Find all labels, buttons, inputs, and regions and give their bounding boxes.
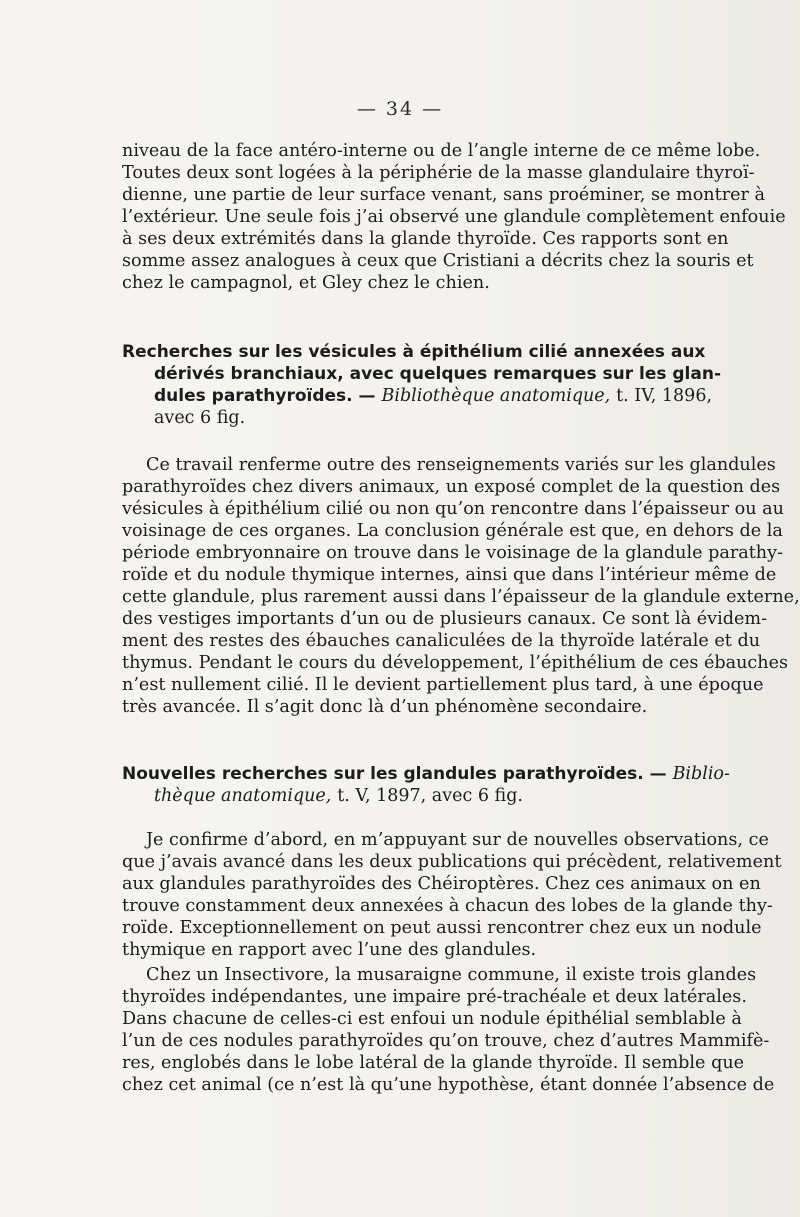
heading-line-citation — [122, 763, 730, 785]
text-line: n’est nullement cilié. Il le devient partiellement plus tard, à une époque — [122, 675, 764, 695]
page-number: — 34 — — [356, 98, 444, 120]
text-line: chez le campagnol, et Gley chez le chien. — [122, 273, 490, 293]
text-line: voisinage de ces organes. La conclusion générale est que, en dehors de la — [122, 521, 783, 541]
text-line: thymus. Pendant le cours du développement, l’épithélium de ces ébauches — [122, 653, 789, 673]
citation-details: t. V, 1897, avec 6 fig. — [337, 786, 523, 806]
text-line: ment des restes des ébauches canaliculées de la thyroïde latérale et du — [122, 631, 761, 651]
text-line: somme assez analogues à ceux que Cristiani a décrits chez la souris et — [122, 251, 754, 271]
text-line: dienne, une partie de leur surface venant, sans proéminer, se montrer à — [122, 185, 766, 205]
text-line: roïde. Exceptionnellement on peut aussi rencontrer chez eux un nodule — [122, 918, 762, 938]
text-line: chez cet animal (ce n’est là qu’une hypothèse, étant donnée l’absence de — [122, 1075, 775, 1095]
text-line: res, englobés dans le lobe latéral de la glande thyroïde. Il semble que — [122, 1053, 745, 1073]
paragraph-vesicules-summary — [122, 454, 800, 718]
heading-line-citation — [122, 785, 724, 807]
text-line: Dans chacune de celles-ci est enfoui un nodule épithélial semblable à — [122, 1009, 742, 1029]
paragraph-glandule-position — [122, 140, 786, 294]
journal-title: Biblio- — [672, 764, 730, 784]
text-line: des vestiges importants d’un ou de plusieurs canaux. Ce sont là évidem- — [122, 609, 768, 629]
heading-line-citation — [122, 385, 724, 407]
heading-bold-part: dules parathyroïdes. — — [154, 386, 376, 406]
text-line: trouve constamment deux annexées à chacun des lobes de la glande thy- — [122, 896, 773, 916]
text-line: Ce travail renferme outre des renseignements variés sur les glandules — [146, 455, 776, 475]
text-line: thymique en rapport avec l’une des glandules. — [122, 940, 537, 960]
heading-line: Recherches sur les vésicules à épithélium cilié annexées aux — [122, 342, 706, 362]
text-line: l’un de ces nodules parathyroïdes qu’on trouve, chez d’autres Mammifè- — [122, 1031, 770, 1051]
heading-line: dérivés branchiaux, avec quelques remarques sur les glan- — [154, 364, 722, 384]
citation-details: t. IV, 1896, — [616, 386, 713, 406]
text-line: thyroïdes indépendantes, une impaire pré-trachéale et deux latérales. — [122, 987, 747, 1007]
journal-title: thèque anatomique, — [154, 786, 332, 806]
text-line: niveau de la face antéro-interne ou de l’angle interne de ce même lobe. — [122, 141, 761, 161]
text-line: aux glandules parathyroïdes des Chéiroptères. Chez ces animaux on en — [122, 874, 761, 894]
heading-line: avec 6 fig. — [154, 408, 246, 428]
text-line: parathyroïdes chez divers animaux, un exposé complet de la question des — [122, 477, 781, 497]
text-line: très avancée. Il s’agit donc là d’un phénomène secondaire. — [122, 697, 648, 717]
text-line: Je confirme d’abord, en m’appuyant sur de nouvelles observations, ce — [146, 830, 769, 850]
paragraph-cheiropteres — [122, 829, 782, 961]
section-heading-vesicules — [122, 341, 724, 429]
text-line: cette glandule, plus rarement aussi dans l’épaisseur de la glandule externe, — [122, 587, 800, 607]
text-line: que j’avais avancé dans les deux publications qui précèdent, relativement — [122, 852, 782, 872]
text-line: Toutes deux sont logées à la périphérie de la masse glandulaire thyroï- — [122, 163, 755, 183]
section-heading-nouvelles-recherches — [122, 763, 730, 807]
paragraph-insectivore — [122, 964, 775, 1096]
text-line: Chez un Insectivore, la musaraigne commune, il existe trois glandes — [146, 965, 757, 985]
text-line: roïde et du nodule thymique internes, ainsi que dans l’intérieur même de — [122, 565, 777, 585]
heading-bold-part: Nouvelles recherches sur les glandules parathyroïdes. — — [122, 764, 667, 784]
text-line: période embryonnaire on trouve dans le voisinage de la glandule parathy- — [122, 543, 784, 563]
text-line: l’extérieur. Une seule fois j’ai observé une glandule complètement enfouie — [122, 207, 786, 227]
text-line: vésicules à épithélium cilié ou non qu’on rencontre dans l’épaisseur ou au — [122, 499, 784, 519]
journal-title: Bibliothèque anatomique, — [381, 386, 611, 406]
text-line: à ses deux extrémités dans la glande thyroïde. Ces rapports sont en — [122, 229, 729, 249]
